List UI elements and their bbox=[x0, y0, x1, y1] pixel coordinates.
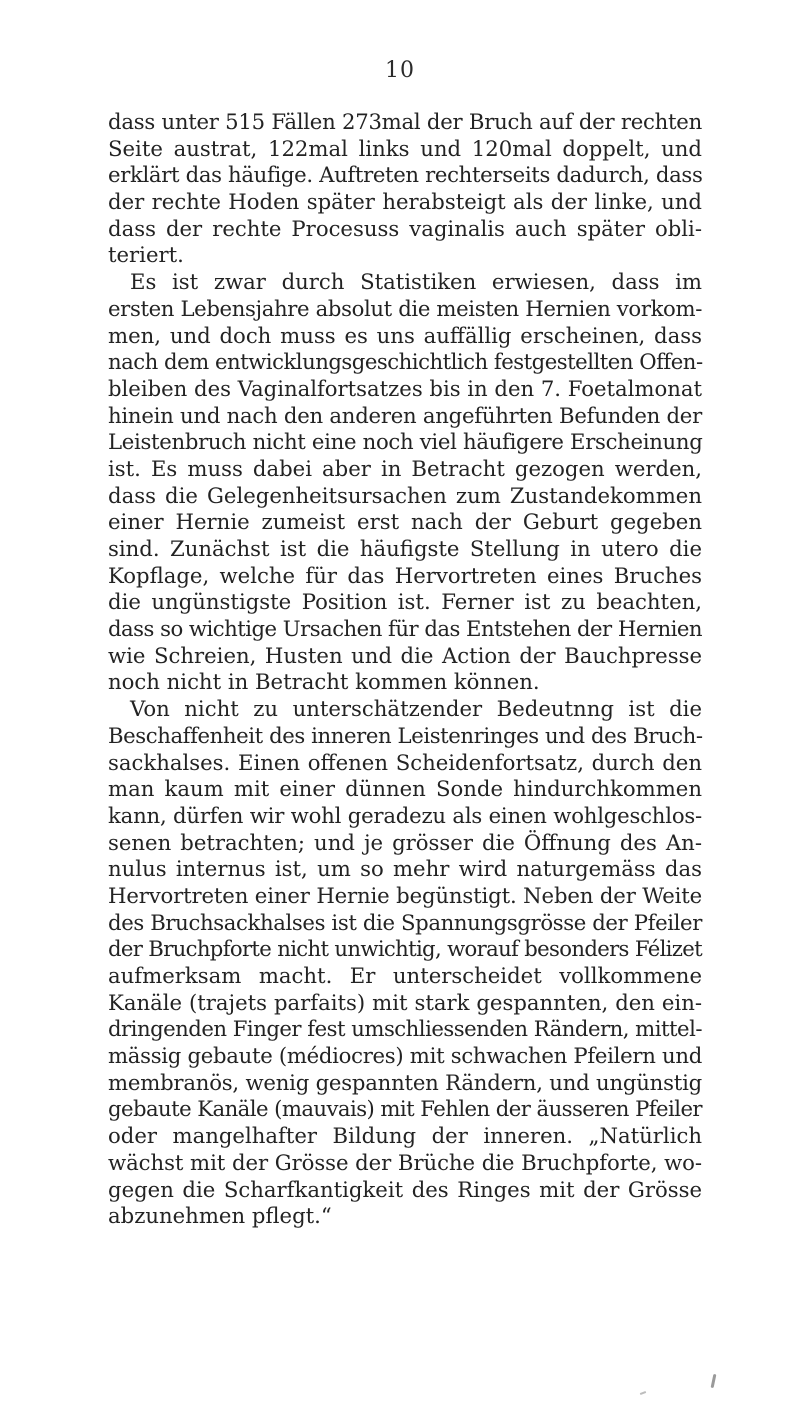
text-line: mässig gebaute (médiocres) mit schwachen Pfeilern und bbox=[108, 1043, 702, 1069]
text-line: einer Hernie zumeist erst nach der Geburt gegeben bbox=[108, 509, 702, 535]
text-line: men, und doch muss es uns auffällig erscheinen, dass bbox=[108, 322, 702, 348]
page-number: 10 bbox=[385, 58, 415, 83]
text-line: Hervortreten einer Hernie begünstigt. Neben der Weite bbox=[108, 882, 703, 908]
text-line: dass die Gelegenheitsursachen zum Zustandekommen bbox=[108, 482, 702, 508]
paragraph bbox=[108, 109, 702, 269]
body-text bbox=[108, 109, 702, 1230]
text-line: kann, dürfen wir wohl geradezu als einen wohlgeschlos- bbox=[108, 802, 702, 828]
text-line: der Bruchpforte nicht unwichtig, worauf besonders Félizet bbox=[108, 936, 702, 962]
text-line: wächst mit der Grösse der Brüche die Bruchpforte, wo- bbox=[108, 1149, 702, 1175]
text-line: Kanäle (trajets parfaits) mit stark gespannten, den ein- bbox=[108, 989, 702, 1015]
text-line: sind. Zunächst ist die häufigste Stellung in utero die bbox=[108, 536, 702, 561]
text-line: nach dem entwicklungsgeschichtlich festgestellten Offen- bbox=[108, 349, 703, 375]
paper-speck bbox=[640, 1391, 646, 1395]
text-line: des Bruchsackhalses ist die Spannungsgrösse der Pfeiler bbox=[108, 909, 702, 935]
text-line: Seite austrat, 122mal links und 120mal doppelt, und bbox=[108, 135, 702, 161]
text-line: hinein und nach den anderen angeführten Befunden der bbox=[108, 402, 702, 428]
paragraph bbox=[108, 696, 702, 1230]
text-line: Leistenbruch nicht eine noch viel häufigere Erscheinung bbox=[108, 429, 703, 455]
text-line: gebaute Kanäle (mauvais) mit Fehlen der äusseren Pfeiler bbox=[108, 1096, 702, 1122]
text-line: teriert. bbox=[108, 242, 184, 268]
text-line: die ungünstigste Position ist. Ferner ist zu beachten, bbox=[108, 589, 702, 615]
text-line: man kaum mit einer dünnen Sonde hindurchkommen bbox=[108, 776, 702, 802]
text-line: bleiben des Vaginalfortsatzes bis in den 7. Foetalmonat bbox=[108, 375, 702, 401]
text-line: dass unter 515 Fällen 273mal der Bruch auf der rechten bbox=[108, 109, 702, 134]
paper-speck bbox=[711, 1374, 717, 1388]
text-line: Beschaffenheit des inneren Leistenringes und des Bruch- bbox=[108, 722, 703, 748]
paragraph bbox=[108, 269, 702, 696]
text-line: ersten Lebensjahre absolut die meisten Hernien vorkom- bbox=[108, 295, 702, 321]
text-line: erklärt das häufige. Auftreten rechterseits dadurch, dass bbox=[108, 162, 703, 188]
text-line: wie Schreien, Husten und die Action der Bauchpresse bbox=[108, 642, 702, 668]
text-line: Von nicht zu unterschätzender Bedeutnng ist die bbox=[130, 696, 702, 722]
text-line: Es ist zwar durch Statistiken erwiesen, dass im bbox=[130, 269, 702, 295]
text-line: gegen die Scharfkantigkeit des Ringes mit der Grösse bbox=[108, 1176, 702, 1202]
text-line: membranös, wenig gespannten Rändern, und ungünstig bbox=[108, 1069, 702, 1095]
text-line: dringenden Finger fest umschliessenden Rändern, mittel- bbox=[108, 1016, 702, 1042]
text-line: der rechte Hoden später herabsteigt als der linke, und bbox=[108, 189, 702, 215]
text-line: oder mangelhafter Bildung der inneren. „Natürlich bbox=[108, 1123, 702, 1149]
text-line: nulus internus ist, um so mehr wird naturgemäss das bbox=[108, 856, 702, 882]
text-line: dass so wichtige Ursachen für das Entstehen der Hernien bbox=[108, 616, 702, 642]
text-line: dass der rechte Procesuss vaginalis auch später obli- bbox=[108, 215, 702, 241]
text-line: Kopflage, welche für das Hervortreten eines Bruches bbox=[108, 562, 702, 588]
text-line: senen betrachten; und je grösser die Öffnung des An- bbox=[108, 829, 702, 855]
text-line: sackhalses. Einen offenen Scheidenfortsatz, durch den bbox=[108, 749, 702, 775]
text-line: abzunehmen pflegt.“ bbox=[108, 1203, 332, 1229]
text-line: ist. Es muss dabei aber in Betracht gezogen werden, bbox=[108, 455, 702, 481]
text-line: noch nicht in Betracht kommen können. bbox=[108, 669, 540, 695]
text-line: aufmerksam macht. Er unterscheidet vollkommene bbox=[108, 963, 702, 988]
